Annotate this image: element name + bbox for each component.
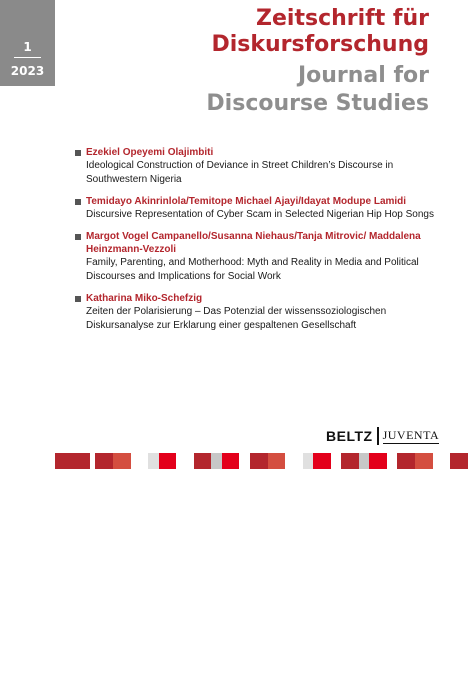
stripe-segment [341,453,359,469]
stripe-segment [148,453,159,469]
title-de-line-1: Zeitschrift für [256,6,429,31]
journal-title-german [206,6,429,58]
publisher-logo [326,427,439,445]
stripe-segment [95,453,113,469]
stripe-segment [285,453,303,469]
toc-article-title: Zeiten der Polarisierung – Das Potenzial der wissenssoziologischen Diskursanalyse zur Erklarung einer gespaltenen Gesellschaft [86,306,387,331]
toc-authors: Katharina Miko-Schefzig [86,293,203,304]
stripe-segment [113,453,131,469]
title-en-line-2: Discourse Studies [206,91,429,116]
toc-authors: Margot Vogel Campanello/Susanna Niehaus/Tanja Mitrovic/ Maddalena Heinzmann-Vezzoli [86,231,421,255]
issue-divider [14,57,41,58]
publisher-name-beltz: BELTZ [326,428,373,444]
issue-box [0,0,55,86]
stripe-segment [250,453,268,469]
journal-title-block [206,6,429,118]
stripe-segment [313,453,331,469]
square-bullet-icon [75,199,81,205]
stripe-segment [55,453,90,469]
stripe-segment [222,453,240,469]
square-bullet-icon [75,234,81,240]
publisher-name-juventa: JUVENTA [382,428,440,442]
toc-authors: Temidayo Akinrinlola/Temitope Michael Ajayi/Idayat Modupe Lamidi [86,196,407,207]
stripe-segment [159,453,177,469]
toc-article-title: Ideological Construction of Deviance in Street Children’s Discourse in Southwestern Nigeria [86,160,394,185]
journal-title-english [206,62,429,118]
toc-authors: Ezekiel Opeyemi Olajimbiti [86,147,214,158]
stripe-segment [211,453,222,469]
stripe-segment [415,453,433,469]
stripe-segment [239,453,250,469]
decorative-stripe [55,453,468,469]
square-bullet-icon [75,296,81,302]
stripe-segment [450,453,468,469]
square-bullet-icon [75,150,81,156]
table-of-contents [75,146,455,341]
toc-entry [75,292,455,333]
toc-entry [75,230,455,284]
stripe-segment [387,453,398,469]
toc-article-title: Discursive Representation of Cyber Scam in Selected Nigerian Hip Hop Songs [86,209,434,220]
stripe-segment [176,453,194,469]
stripe-segment [397,453,415,469]
stripe-segment [359,453,370,469]
stripe-segment [331,453,342,469]
stripe-segment [303,453,314,469]
stripe-segment [369,453,387,469]
issue-year: 2023 [10,64,45,78]
stripe-segment [433,453,451,469]
title-en-line-1: Journal for [297,63,429,88]
toc-entry [75,195,455,222]
issue-number: 1 [23,40,32,54]
stripe-segment [131,453,149,469]
stripe-segment [268,453,286,469]
title-de-line-2: Diskursforschung [211,32,429,57]
toc-article-title: Family, Parenting, and Motherhood: Myth and Reality in Media and Political Discourses and Implications for Social Work [86,257,419,282]
publisher-divider [377,427,379,445]
stripe-segment [194,453,212,469]
toc-entry [75,146,455,187]
